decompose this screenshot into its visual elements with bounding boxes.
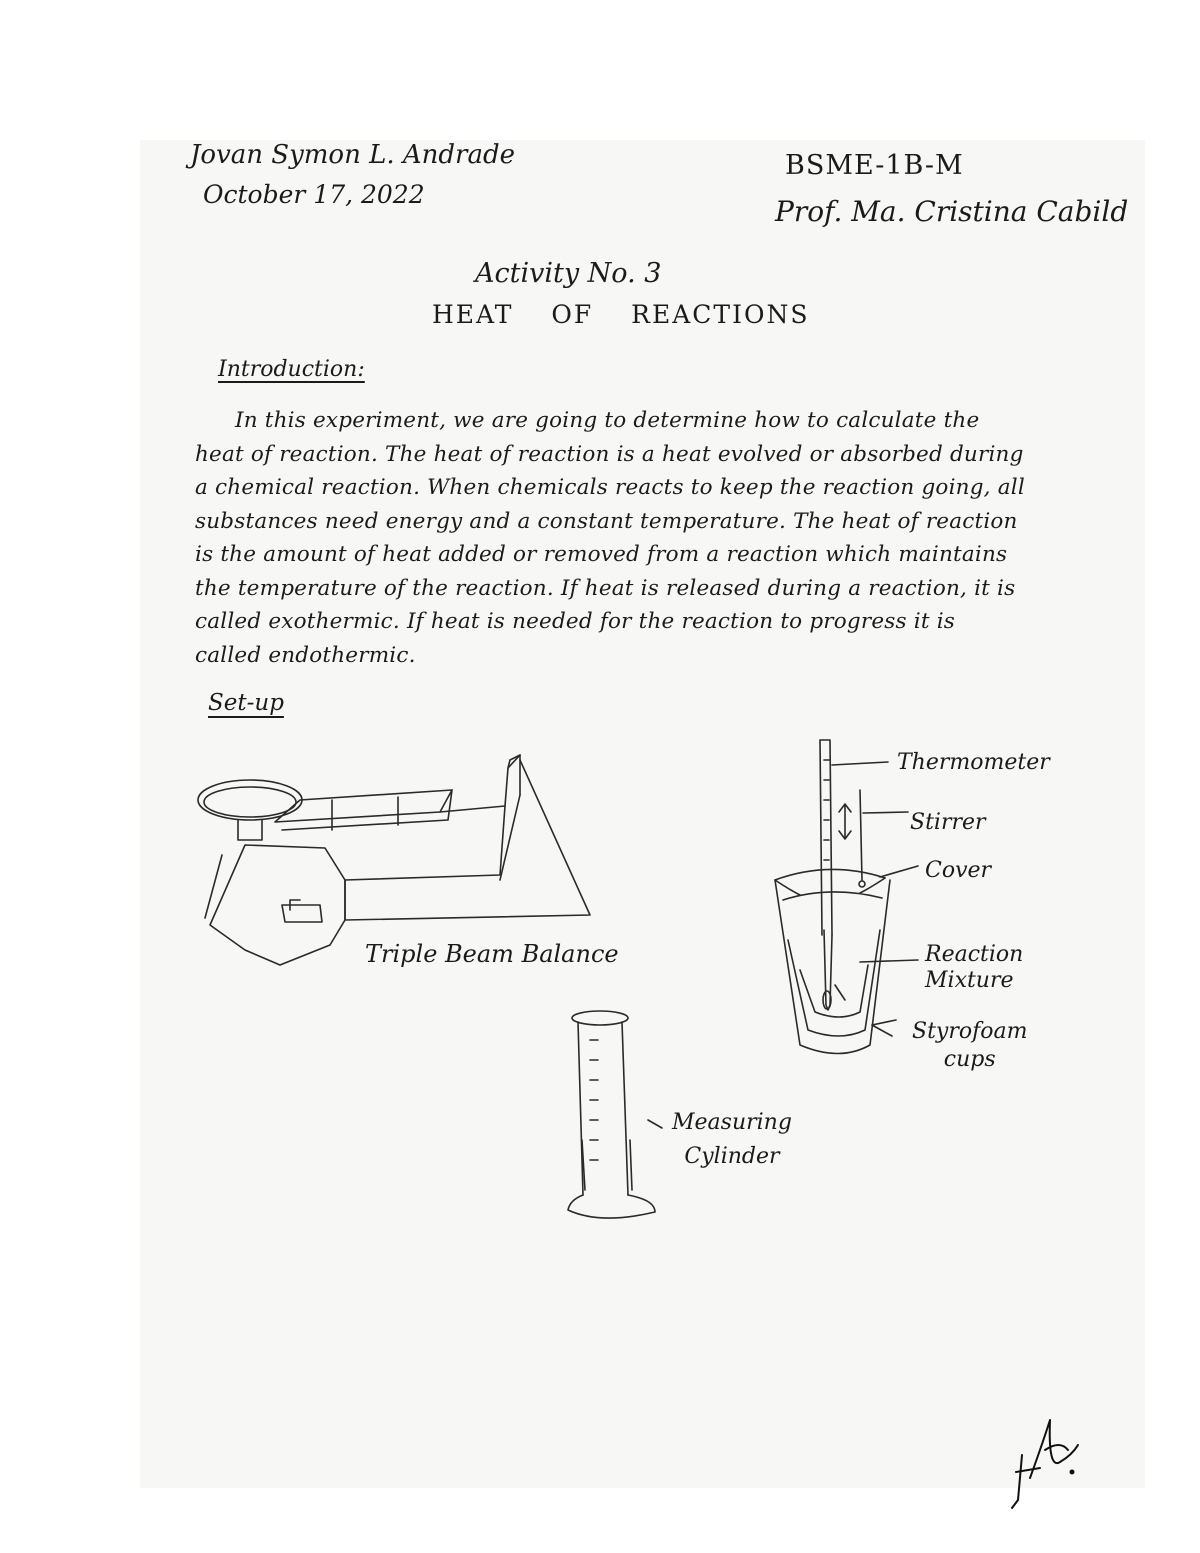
setup-heading: Set-up: [208, 690, 284, 716]
label-triple-beam-balance: Triple Beam Balance: [365, 940, 619, 968]
triple-beam-balance-drawing: [198, 755, 590, 965]
report-date: October 17, 2022: [203, 180, 425, 209]
introduction-body: In this experiment, we are going to determine how to calculate the heat of reaction. The heat of reaction is a heat evolved or absorbed during a chemical reaction. When chemicals reacts to keep the reaction going, all substances need energy and a constant temperature. The heat of reaction is the amount of heat added or removed from a reaction which maintains the temperature of the reaction. If heat is released during a reaction, it is called exothermic. If heat is needed for the reaction to progress it is called endothermic.: [195, 408, 1025, 668]
label-thermometer: Thermometer: [897, 750, 1050, 775]
signature-mark: [1012, 1420, 1078, 1508]
calorimeter-drawing: [775, 740, 918, 1054]
label-styrofoam-cups: Styrofoam cups: [912, 1019, 1028, 1072]
introduction-heading: Introduction:: [218, 357, 365, 382]
label-measuring-cylinder: Measuring Cylinder: [672, 1110, 792, 1169]
label-stirrer: Stirrer: [910, 810, 986, 835]
measuring-cylinder-drawing: [568, 1011, 662, 1218]
activity-number: Activity No. 3: [475, 258, 662, 289]
activity-title: HEAT OF REACTIONS: [432, 300, 810, 329]
student-name: Jovan Symon L. Andrade: [190, 140, 516, 170]
course-section: BSME-1B-M: [785, 150, 964, 181]
professor-name: Prof. Ma. Cristina Cabild: [775, 195, 1129, 228]
label-cover: Cover: [925, 858, 992, 883]
label-reaction-mixture: Reaction Mixture: [925, 942, 1024, 993]
